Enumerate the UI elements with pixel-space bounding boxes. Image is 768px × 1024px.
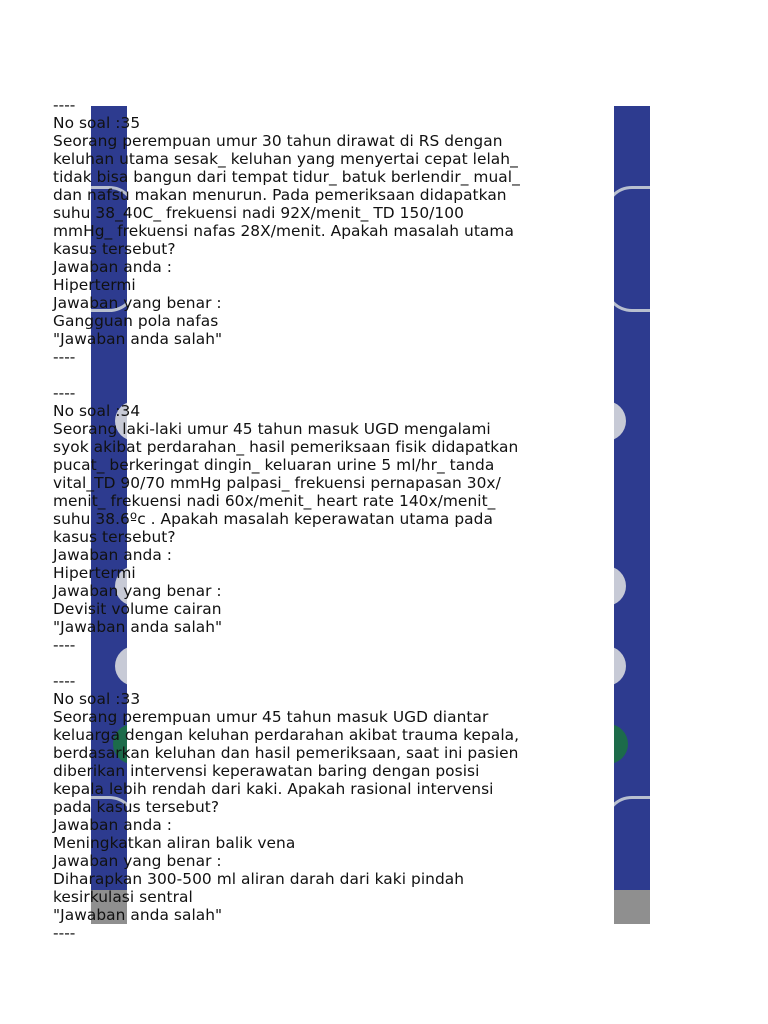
question-number: No soal :33: [53, 690, 141, 708]
separator: ----: [53, 96, 76, 114]
separator: ----: [53, 636, 76, 654]
spacer: [53, 366, 633, 384]
verdict: "Jawaban anda salah": [53, 618, 223, 636]
question-text-line: mmHg_ frekuensi nafas 28X/menit. Apakah masalah utama: [53, 222, 514, 240]
correct-answer: Gangguan pola nafas: [53, 312, 219, 330]
question-text-line: vital_TD 90/70 mmHg palpasi_ frekuensi pernapasan 30x/: [53, 474, 501, 492]
question-text-line: dan nafsu makan menurun. Pada pemeriksaan didapatkan: [53, 186, 507, 204]
question-text-line: Seorang perempuan umur 45 tahun masuk UGD diantar: [53, 708, 489, 726]
your-answer-label: Jawaban anda :: [53, 258, 173, 276]
question-block: [53, 384, 633, 654]
your-answer-label: Jawaban anda :: [53, 546, 173, 564]
question-text-line: pucat_ berkeringat dingin_ keluaran urine 5 ml/hr_ tanda: [53, 456, 495, 474]
quiz-results: [53, 96, 633, 942]
question-text-line: Seorang perempuan umur 30 tahun dirawat di RS dengan: [53, 132, 503, 150]
correct-answer-label: Jawaban yang benar :: [53, 582, 222, 600]
question-text-line: keluhan utama sesak_ keluhan yang menyertai cepat lelah_: [53, 150, 518, 168]
question-text-line: syok akibat perdarahan_ hasil pemeriksaan fisik didapatkan: [53, 438, 519, 456]
correct-answer: Devisit volume cairan: [53, 600, 222, 618]
question-text-line: kasus tersebut?: [53, 240, 176, 258]
correct-answer-label: Jawaban yang benar :: [53, 852, 222, 870]
verdict: "Jawaban anda salah": [53, 906, 223, 924]
question-block: [53, 96, 633, 366]
question-text-line: menit_ frekuensi nadi 60x/menit_ heart rate 140x/menit_: [53, 492, 496, 510]
question-text-line: suhu 38.6ºc . Apakah masalah keperawatan utama pada: [53, 510, 493, 528]
your-answer: Meningkatkan aliran balik vena: [53, 834, 296, 852]
correct-answer-label: Jawaban yang benar :: [53, 294, 222, 312]
separator: ----: [53, 348, 76, 366]
question-number: No soal :34: [53, 402, 141, 420]
your-answer: Hipertermi: [53, 276, 136, 294]
correct-answer: Diharapkan 300-500 ml aliran darah dari kaki pindah: [53, 870, 465, 888]
separator: ----: [53, 672, 76, 690]
separator: ----: [53, 384, 76, 402]
separator: ----: [53, 924, 76, 942]
correct-answer: kesirkulasi sentral: [53, 888, 193, 906]
question-text-line: Seorang laki-laki umur 45 tahun masuk UGD mengalami: [53, 420, 491, 438]
question-text-line: keluarga dengan keluhan perdarahan akibat trauma kepala,: [53, 726, 520, 744]
question-text-line: kasus tersebut?: [53, 528, 176, 546]
question-text-line: pada kasus tersebut?: [53, 798, 220, 816]
question-text-line: berdasarkan keluhan dan hasil pemeriksaan, saat ini pasien: [53, 744, 519, 762]
verdict: "Jawaban anda salah": [53, 330, 223, 348]
your-answer-label: Jawaban anda :: [53, 816, 173, 834]
your-answer: Hipertermi: [53, 564, 136, 582]
question-number: No soal :35: [53, 114, 141, 132]
question-text-line: diberikan intervensi keperawatan baring dengan posisi: [53, 762, 480, 780]
question-block: [53, 672, 633, 942]
question-text-line: kepala lebih rendah dari kaki. Apakah rasional intervensi: [53, 780, 494, 798]
question-text-line: tidak bisa bangun dari tempat tidur_ batuk berlendir_ mual_: [53, 168, 520, 186]
question-text-line: suhu 38_40C_ frekuensi nadi 92X/menit_ TD 150/100: [53, 204, 464, 222]
spacer: [53, 654, 633, 672]
